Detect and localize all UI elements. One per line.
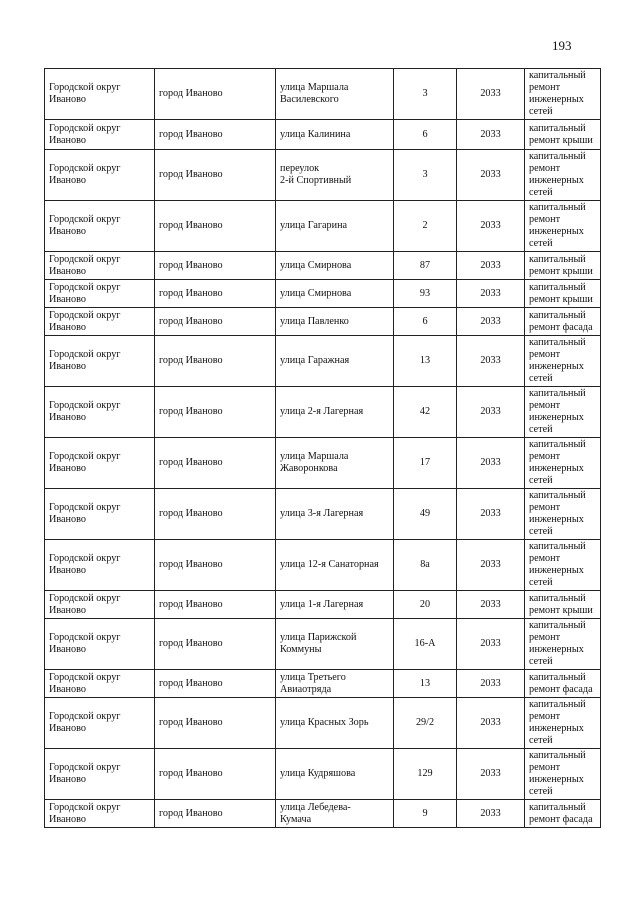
house-number-cell — [394, 308, 457, 336]
house-number-cell-text: 3 — [422, 88, 428, 99]
house-number-cell-text: 16-А — [414, 638, 436, 649]
city-cell-text: город Иваново — [159, 677, 223, 689]
street-cell — [276, 619, 394, 670]
street-cell-text: улица Кудряшова — [280, 768, 356, 779]
work-type-cell-text: капитальный ремонт инженерных сетей — [529, 202, 586, 249]
year-cell-text: 2033 — [480, 457, 501, 468]
city-cell — [155, 438, 276, 489]
street-cell-text: улица Смирнова — [280, 287, 352, 299]
city-cell-text: город Иваново — [159, 287, 223, 299]
year-cell-text: 2033 — [480, 638, 501, 649]
house-number-cell — [394, 252, 457, 280]
city-cell-text: город Иваново — [159, 220, 223, 231]
year-cell — [457, 308, 525, 336]
year-cell — [457, 387, 525, 438]
year-cell-text: 2033 — [480, 315, 501, 327]
city-cell-text: город Иваново — [159, 457, 223, 468]
street-cell — [276, 387, 394, 438]
municipality-cell — [45, 670, 155, 698]
table-row — [45, 69, 601, 120]
municipality-cell-text: Городской округ Иваново — [49, 82, 121, 105]
city-cell-text: город Иваново — [159, 315, 223, 327]
municipality-cell — [45, 150, 155, 201]
municipality-cell-text: Городской округ Иваново — [49, 762, 121, 785]
house-number-cell-text: 29/2 — [415, 717, 435, 728]
work-type-cell — [525, 489, 601, 540]
work-type-cell-text: капитальный ремонт инженерных сетей — [529, 151, 586, 198]
city-cell — [155, 201, 276, 252]
work-type-cell — [525, 438, 601, 489]
house-number-cell-text: 9 — [422, 807, 428, 819]
city-cell — [155, 698, 276, 749]
street-cell-text: улица Смирнова — [280, 259, 352, 271]
work-type-cell-text: капитальный ремонт крыши — [529, 592, 593, 616]
year-cell — [457, 619, 525, 670]
street-cell — [276, 800, 394, 828]
city-cell — [155, 749, 276, 800]
year-cell — [457, 800, 525, 828]
street-cell — [276, 749, 394, 800]
table-row — [45, 540, 601, 591]
municipality-cell-text: Городской округ Иваново — [49, 309, 121, 333]
house-number-cell-text: 3 — [422, 169, 428, 180]
house-number-cell — [394, 540, 457, 591]
municipality-cell — [45, 800, 155, 828]
table-row — [45, 120, 601, 150]
house-number-cell — [394, 670, 457, 698]
municipality-cell-text: Городской округ Иваново — [49, 214, 121, 237]
municipality-cell-text: Городской округ Иваново — [49, 122, 121, 146]
work-type-cell — [525, 69, 601, 120]
municipality-cell-text: Городской округ Иваново — [49, 502, 121, 525]
table-row — [45, 280, 601, 308]
house-number-cell — [394, 800, 457, 828]
municipality-cell-text: Городской округ Иваново — [49, 281, 121, 305]
year-cell-text: 2033 — [480, 598, 501, 610]
work-type-cell-text: капитальный ремонт фасада — [529, 671, 593, 695]
municipality-cell-text: Городской округ Иваново — [49, 163, 121, 186]
street-cell — [276, 540, 394, 591]
municipality-cell — [45, 489, 155, 540]
city-cell-text: город Иваново — [159, 768, 223, 779]
city-cell-text: город Иваново — [159, 638, 223, 649]
table-row — [45, 438, 601, 489]
street-cell-text: улица Гагарина — [280, 220, 348, 231]
house-number-cell — [394, 591, 457, 619]
street-cell-text: улица Павленко — [280, 315, 349, 327]
city-cell-text: город Иваново — [159, 88, 223, 99]
street-cell-text: улица Третьего Авиаотряда — [280, 671, 346, 695]
street-cell — [276, 308, 394, 336]
house-number-cell — [394, 280, 457, 308]
street-cell — [276, 280, 394, 308]
work-type-cell-text: капитальный ремонт инженерных сетей — [529, 388, 586, 435]
work-type-cell-text: капитальный ремонт крыши — [529, 253, 593, 277]
house-number-cell-text: 87 — [419, 259, 431, 271]
house-number-cell-text: 42 — [419, 406, 431, 417]
municipality-cell — [45, 336, 155, 387]
table-row — [45, 619, 601, 670]
city-cell — [155, 252, 276, 280]
city-cell-text: город Иваново — [159, 717, 223, 728]
street-cell-text: переулок 2-й Спортивный — [280, 163, 352, 186]
municipality-cell — [45, 540, 155, 591]
table-row — [45, 201, 601, 252]
house-number-cell-text: 6 — [422, 315, 428, 327]
work-type-cell — [525, 336, 601, 387]
house-number-cell — [394, 69, 457, 120]
work-type-cell-text: капитальный ремонт инженерных сетей — [529, 439, 586, 486]
municipality-cell — [45, 749, 155, 800]
year-cell — [457, 252, 525, 280]
work-type-cell — [525, 800, 601, 828]
year-cell-text: 2033 — [480, 128, 501, 140]
year-cell-text: 2033 — [480, 88, 501, 99]
municipality-cell-text: Городской округ Иваново — [49, 592, 121, 616]
municipality-cell — [45, 252, 155, 280]
street-cell — [276, 670, 394, 698]
work-type-cell — [525, 150, 601, 201]
work-type-cell — [525, 120, 601, 150]
work-type-cell — [525, 749, 601, 800]
table-row — [45, 591, 601, 619]
city-cell — [155, 800, 276, 828]
year-cell-text: 2033 — [480, 287, 501, 299]
house-number-cell — [394, 619, 457, 670]
work-type-cell-text: капитальный ремонт инженерных сетей — [529, 490, 586, 537]
table-row — [45, 489, 601, 540]
house-number-cell-text: 2 — [422, 220, 428, 231]
year-cell — [457, 69, 525, 120]
municipality-cell — [45, 69, 155, 120]
house-number-cell — [394, 489, 457, 540]
work-type-cell — [525, 387, 601, 438]
house-number-cell — [394, 749, 457, 800]
work-type-cell — [525, 280, 601, 308]
house-number-cell — [394, 120, 457, 150]
year-cell — [457, 280, 525, 308]
municipality-cell — [45, 438, 155, 489]
work-type-cell-text: капитальный ремонт крыши — [529, 281, 593, 305]
city-cell-text: город Иваново — [159, 355, 223, 366]
work-type-cell — [525, 201, 601, 252]
table-row — [45, 150, 601, 201]
year-cell-text: 2033 — [480, 768, 501, 779]
street-cell — [276, 120, 394, 150]
municipality-cell — [45, 619, 155, 670]
house-number-cell — [394, 387, 457, 438]
municipality-cell — [45, 120, 155, 150]
city-cell-text: город Иваново — [159, 598, 223, 610]
table-row — [45, 252, 601, 280]
house-number-cell-text: 20 — [419, 598, 431, 610]
city-cell-text: город Иваново — [159, 406, 223, 417]
house-number-cell-text: 129 — [417, 768, 433, 779]
street-cell-text: улица Калинина — [280, 128, 351, 140]
work-type-cell-text: капитальный ремонт крыши — [529, 122, 593, 146]
city-cell — [155, 150, 276, 201]
year-cell-text: 2033 — [480, 717, 501, 728]
work-type-cell — [525, 670, 601, 698]
street-cell-text: улица Парижской Коммуны — [280, 632, 357, 655]
page-number: 193 — [552, 38, 572, 53]
street-cell-text: улица Маршала Жаворонкова — [280, 451, 349, 474]
street-cell — [276, 698, 394, 749]
street-cell — [276, 438, 394, 489]
year-cell — [457, 336, 525, 387]
city-cell-text: город Иваново — [159, 259, 223, 271]
municipality-cell-text: Городской округ Иваново — [49, 400, 121, 423]
work-type-cell-text: капитальный ремонт инженерных сетей — [529, 699, 586, 746]
house-number-cell — [394, 201, 457, 252]
year-cell — [457, 489, 525, 540]
house-number-cell-text: 8а — [420, 559, 430, 570]
street-cell-text: улица Лебедева- Кумача — [280, 801, 351, 825]
table-row — [45, 698, 601, 749]
work-type-cell-text: капитальный ремонт инженерных сетей — [529, 750, 586, 797]
work-type-cell-text: капитальный ремонт инженерных сетей — [529, 541, 586, 588]
work-type-cell-text: капитальный ремонт фасада — [529, 801, 593, 825]
city-cell — [155, 69, 276, 120]
year-cell-text: 2033 — [480, 559, 501, 570]
municipality-cell — [45, 698, 155, 749]
street-cell-text: улица 12-я Санаторная — [280, 559, 379, 570]
municipality-cell — [45, 280, 155, 308]
street-cell — [276, 150, 394, 201]
city-cell — [155, 120, 276, 150]
house-number-cell-text: 17 — [419, 457, 431, 468]
city-cell — [155, 308, 276, 336]
repair-schedule-table — [44, 68, 601, 828]
year-cell-text: 2033 — [480, 259, 501, 271]
street-cell — [276, 69, 394, 120]
year-cell-text: 2033 — [480, 169, 501, 180]
street-cell — [276, 252, 394, 280]
house-number-cell-text: 13 — [419, 677, 431, 689]
municipality-cell — [45, 308, 155, 336]
table-row — [45, 308, 601, 336]
street-cell — [276, 489, 394, 540]
table-row — [45, 387, 601, 438]
municipality-cell-text: Городской округ Иваново — [49, 253, 121, 277]
municipality-cell-text: Городской округ Иваново — [49, 349, 121, 372]
city-cell — [155, 387, 276, 438]
city-cell-text: город Иваново — [159, 807, 223, 819]
work-type-cell — [525, 308, 601, 336]
street-cell-text: улица 1-я Лагерная — [280, 598, 364, 610]
house-number-cell-text: 49 — [419, 508, 431, 519]
year-cell-text: 2033 — [480, 807, 501, 819]
year-cell-text: 2033 — [480, 508, 501, 519]
house-number-cell-text: 13 — [419, 355, 431, 366]
house-number-cell-text: 93 — [419, 287, 431, 299]
street-cell-text: улица 2-я Лагерная — [280, 406, 364, 417]
street-cell — [276, 336, 394, 387]
municipality-cell-text: Городской округ Иваново — [49, 671, 121, 695]
street-cell-text: улица Маршала Василевского — [280, 82, 349, 105]
city-cell-text: город Иваново — [159, 128, 223, 140]
year-cell-text: 2033 — [480, 677, 501, 689]
work-type-cell-text: капитальный ремонт инженерных сетей — [529, 337, 586, 384]
city-cell — [155, 670, 276, 698]
year-cell-text: 2033 — [480, 406, 501, 417]
table-body — [45, 69, 601, 828]
street-cell-text: улица 3-я Лагерная — [280, 508, 364, 519]
municipality-cell — [45, 201, 155, 252]
work-type-cell — [525, 252, 601, 280]
table-row — [45, 749, 601, 800]
year-cell — [457, 698, 525, 749]
house-number-cell — [394, 336, 457, 387]
street-cell-text: улица Гаражная — [280, 355, 350, 366]
work-type-cell — [525, 698, 601, 749]
year-cell — [457, 591, 525, 619]
city-cell-text: город Иваново — [159, 508, 223, 519]
table-row — [45, 670, 601, 698]
city-cell — [155, 540, 276, 591]
municipality-cell-text: Городской округ Иваново — [49, 632, 121, 655]
city-cell — [155, 591, 276, 619]
table-row — [45, 336, 601, 387]
house-number-cell — [394, 438, 457, 489]
work-type-cell — [525, 591, 601, 619]
work-type-cell-text: капитальный ремонт инженерных сетей — [529, 70, 586, 117]
table-row — [45, 800, 601, 828]
year-cell — [457, 540, 525, 591]
city-cell — [155, 619, 276, 670]
municipality-cell-text: Городской округ Иваново — [49, 801, 121, 825]
year-cell-text: 2033 — [480, 355, 501, 366]
year-cell — [457, 120, 525, 150]
city-cell-text: город Иваново — [159, 559, 223, 570]
work-type-cell-text: капитальный ремонт фасада — [529, 309, 593, 333]
work-type-cell-text: капитальный ремонт инженерных сетей — [529, 620, 586, 667]
house-number-cell-text: 6 — [422, 128, 428, 140]
year-cell — [457, 150, 525, 201]
street-cell — [276, 201, 394, 252]
work-type-cell — [525, 619, 601, 670]
work-type-cell — [525, 540, 601, 591]
city-cell-text: город Иваново — [159, 169, 223, 180]
municipality-cell — [45, 387, 155, 438]
city-cell — [155, 336, 276, 387]
municipality-cell — [45, 591, 155, 619]
city-cell — [155, 489, 276, 540]
year-cell — [457, 749, 525, 800]
year-cell-text: 2033 — [480, 220, 501, 231]
municipality-cell-text: Городской округ Иваново — [49, 553, 121, 576]
year-cell — [457, 201, 525, 252]
street-cell — [276, 591, 394, 619]
municipality-cell-text: Городской округ Иваново — [49, 451, 121, 474]
street-cell-text: улица Красных Зорь — [280, 717, 369, 728]
year-cell — [457, 438, 525, 489]
house-number-cell — [394, 698, 457, 749]
year-cell — [457, 670, 525, 698]
municipality-cell-text: Городской округ Иваново — [49, 711, 121, 734]
city-cell — [155, 280, 276, 308]
house-number-cell — [394, 150, 457, 201]
